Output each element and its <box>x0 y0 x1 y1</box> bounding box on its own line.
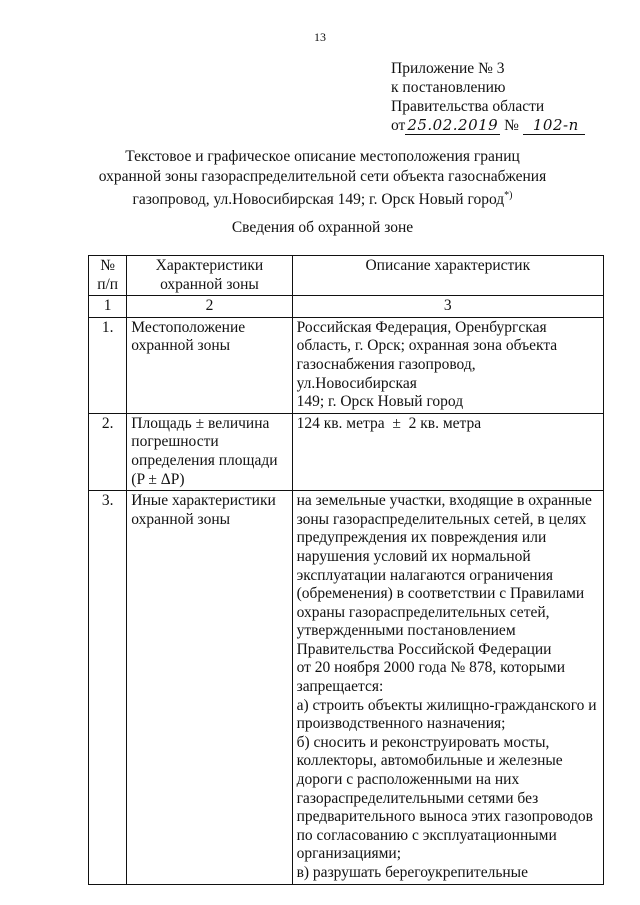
characteristic-line: (P ± ΔP) <box>131 470 185 488</box>
appendix-line-3: Правительства области <box>391 98 545 115</box>
description-line: предварительного выноса этих газопроводов <box>296 808 593 826</box>
description-line: газоснабжения газопровод, ул.Новосибирская <box>296 355 476 392</box>
column-number-2: 2 <box>127 296 292 318</box>
description-line: Правительства Российской Федерации <box>296 640 552 658</box>
handwritten-number: 102-п <box>523 116 585 135</box>
description-line: на земельные участки, входящие в охранные <box>296 492 592 510</box>
characteristic-line: охранной зоны <box>131 510 231 528</box>
description-line: б) сносить и реконструировать мосты, <box>296 733 550 751</box>
row-number: 3. <box>89 491 127 884</box>
characteristic-line: охранной зоны <box>131 337 231 355</box>
row-characteristic <box>127 491 292 884</box>
header-number-line-2: п/п <box>97 275 119 293</box>
table-row <box>89 491 604 884</box>
row-characteristic <box>127 413 292 490</box>
description-line: 124 кв. метра ± 2 кв. метра <box>296 414 482 432</box>
table-row <box>89 413 604 490</box>
row-number: 2. <box>89 413 127 490</box>
date-prefix: от <box>391 117 406 134</box>
description-line: коллекторы, автомобильные и железные <box>296 752 563 770</box>
description-line: зоны газораспределительных сетей, в целях <box>296 510 587 528</box>
description-line: утвержденными постановлением <box>296 622 516 640</box>
header-characteristics <box>127 256 292 296</box>
description-line: запрещается: <box>296 678 384 696</box>
appendix-date-line <box>391 116 585 135</box>
column-number-1: 1 <box>89 296 127 318</box>
header-description: Описание характеристик <box>292 256 603 296</box>
handwritten-date: 25.02.2019 <box>407 116 499 134</box>
description-line: область, г. Орск; охранная зона объекта <box>296 337 558 355</box>
characteristic-line: Иные характеристики <box>131 492 276 510</box>
characteristic-line: погрешности <box>131 433 219 451</box>
protection-zone-table <box>88 255 604 885</box>
header-characteristics-line-1: Характеристики <box>155 257 264 274</box>
appendix-line-2: к постановлению <box>391 79 506 96</box>
description-line: Российская Федерация, Оренбургская <box>296 318 547 336</box>
description-line: 149; г. Орск Новый город <box>296 393 464 411</box>
description-line: нарушения условий их нормальной <box>296 547 531 565</box>
title-line-3-text: газопровод, ул.Новосибирская 149; г. Орск Новый город <box>132 191 505 209</box>
description-line: в) разрушать берегоукрепительные <box>296 864 528 881</box>
row-description <box>292 491 603 884</box>
table-header-row <box>89 256 604 296</box>
description-line: по согласованию с эксплуатационными <box>296 826 557 844</box>
column-number-3: 3 <box>292 296 603 318</box>
document-title <box>60 147 585 210</box>
title-line-1: Текстовое и графическое описание местоположения границ <box>125 148 520 165</box>
row-description <box>292 317 603 413</box>
characteristic-line: Местоположение <box>131 318 246 336</box>
description-line: эксплуатации налагаются ограничения <box>296 566 554 584</box>
title-line-3 <box>60 186 585 210</box>
description-line: дороги с расположенными на них <box>296 771 520 789</box>
description-line: организациями; <box>296 845 402 863</box>
appendix-line-1: Приложение № 3 <box>391 60 505 77</box>
number-sign: № <box>504 117 519 134</box>
characteristic-line: определения площади <box>131 451 278 469</box>
section-subtitle: Сведения об охранной зоне <box>231 219 414 236</box>
column-numbering-row <box>89 296 604 318</box>
page-number: 13 <box>314 30 326 44</box>
characteristic-line: Площадь ± величина <box>131 414 270 432</box>
description-line: производственного назначения; <box>296 715 506 733</box>
description-line: охраны газораспределительных сетей, <box>296 603 550 621</box>
header-number-line-1: № <box>100 257 116 274</box>
header-characteristics-line-2: охранной зоны <box>160 275 259 293</box>
row-number: 1. <box>89 317 127 413</box>
table-row <box>89 317 604 413</box>
row-characteristic <box>127 317 292 413</box>
header-number <box>89 256 127 296</box>
description-line: (обременения) в соответствии с Правилами <box>296 585 585 603</box>
description-line: а) строить объекты жилищно-гражданского и <box>296 696 597 714</box>
description-line: от 20 ноября 2000 года № 878, которыми <box>296 659 565 677</box>
description-line: газораспределительными сетями без <box>296 789 539 807</box>
description-line: предупреждения их повреждения или <box>296 529 547 547</box>
title-line-2: охранной зоны газораспределительной сети объекта газоснабжения <box>98 167 547 185</box>
row-description <box>292 413 603 490</box>
appendix-header <box>391 59 585 135</box>
footnote-mark: *) <box>504 190 513 201</box>
